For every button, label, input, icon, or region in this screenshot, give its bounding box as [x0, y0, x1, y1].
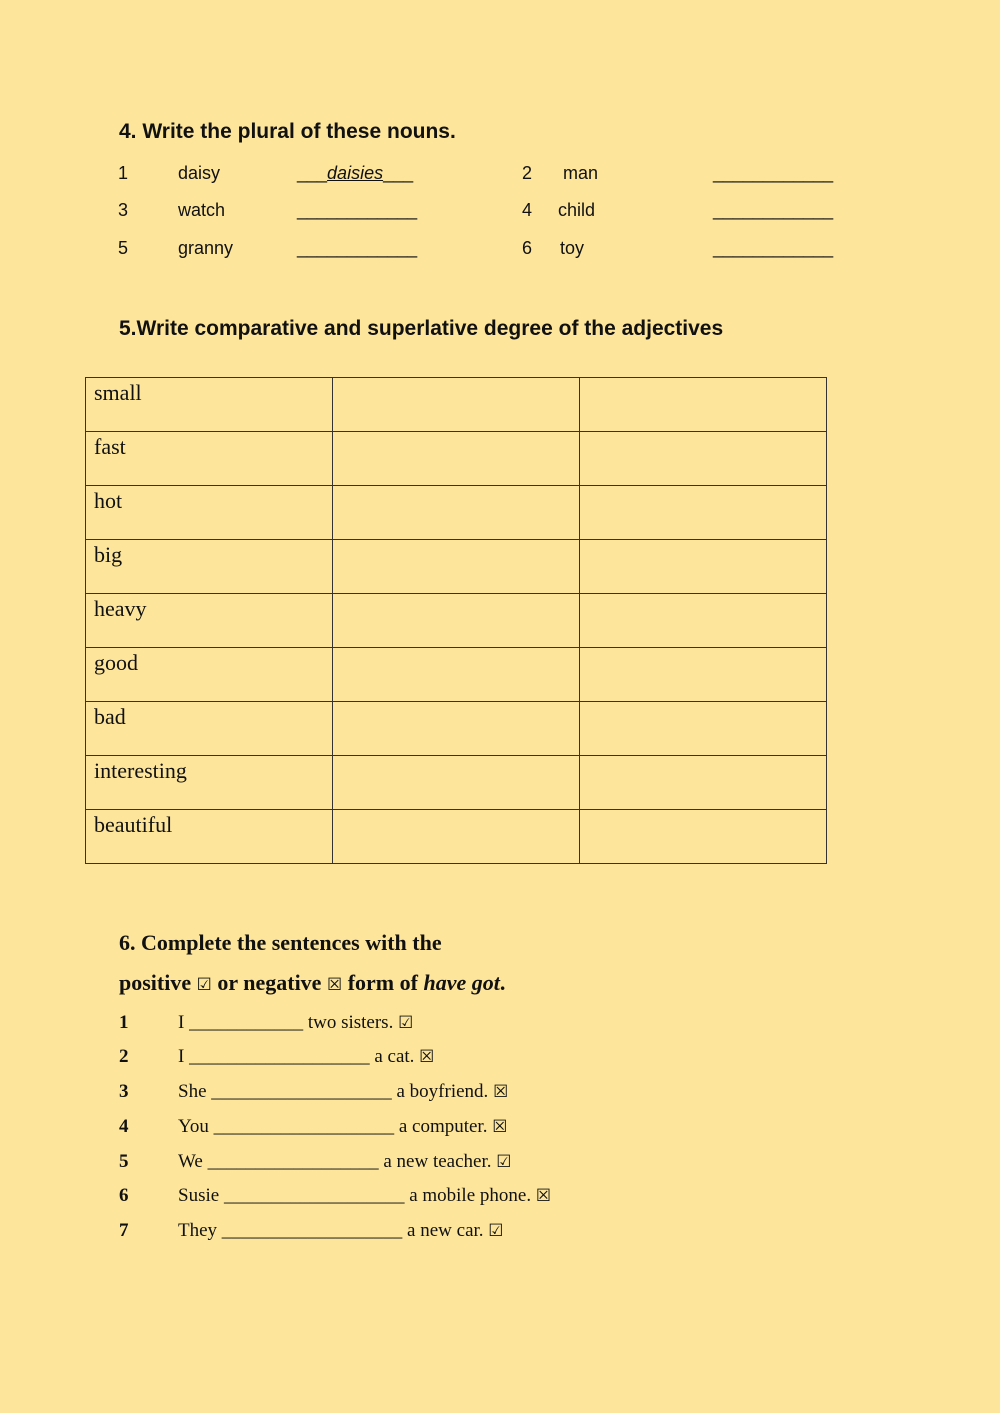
adjective-cell [86, 594, 333, 648]
subject: I [178, 1012, 185, 1033]
answer-blank[interactable]: ___________________ [223, 1185, 405, 1206]
comparative-cell[interactable] [333, 810, 580, 864]
table-row [86, 432, 827, 486]
plural-row-1 [0, 163, 1000, 187]
answer-blank[interactable]: ____________ [713, 200, 834, 220]
adjective-cell [86, 486, 333, 540]
superlative-cell[interactable] [580, 702, 827, 756]
plural-row-2 [0, 200, 1000, 224]
table-row [86, 756, 827, 810]
item-number: 3 [119, 1081, 129, 1102]
answer-blank[interactable]: ____________ [189, 1012, 304, 1033]
section-5-title: 5.Write comparative and superlative degree of the adjectives [119, 317, 724, 340]
sentence [178, 1220, 504, 1242]
adjective-text: good [94, 650, 138, 675]
checked-box-icon: ☑ [196, 975, 212, 995]
sentence-rest: a new car. [407, 1220, 484, 1241]
sentence-row-5 [0, 1151, 1000, 1177]
noun: child [558, 200, 596, 220]
blank-post: ___ [383, 163, 414, 183]
adjective-cell [86, 378, 333, 432]
answer-blank[interactable]: ____________ [297, 238, 418, 258]
comparative-cell[interactable] [333, 432, 580, 486]
answer-blank[interactable]: ____________ [297, 200, 418, 220]
adjective-text: interesting [94, 758, 187, 783]
item-number: 5 [118, 238, 129, 258]
table-row [86, 594, 827, 648]
table-row [86, 486, 827, 540]
sentence-row-4 [0, 1116, 1000, 1142]
adjective-cell [86, 756, 333, 810]
section-6-title-line1: 6. Complete the sentences with the [119, 930, 442, 955]
item-number: 3 [118, 200, 129, 220]
noun: man [563, 163, 599, 183]
comparative-cell[interactable] [333, 378, 580, 432]
example-answer: daisies [327, 163, 384, 183]
adjective-cell [86, 810, 333, 864]
superlative-cell[interactable] [580, 432, 827, 486]
superlative-cell[interactable] [580, 540, 827, 594]
sentence-rest: a computer. [398, 1116, 488, 1137]
sentence-row-1 [0, 1012, 1000, 1038]
adjective-cell [86, 648, 333, 702]
subject: She [178, 1081, 207, 1102]
sentence [178, 1081, 508, 1103]
superlative-cell[interactable] [580, 378, 827, 432]
item-number: 2 [522, 163, 533, 183]
adjective-text: heavy [94, 596, 147, 621]
adjective-text: big [94, 542, 123, 567]
adjective-cell [86, 432, 333, 486]
subject: They [178, 1220, 218, 1241]
sentence-row-2 [0, 1046, 1000, 1072]
noun: toy [560, 238, 585, 258]
checked-box-icon: ☑ [496, 1152, 512, 1172]
noun: granny [178, 238, 234, 258]
item-number: 6 [119, 1185, 129, 1206]
checked-box-icon: ☑ [488, 1221, 504, 1241]
superlative-cell[interactable] [580, 594, 827, 648]
adjective-text: hot [94, 488, 123, 513]
blank-pre: ___ [297, 163, 328, 183]
sentence [178, 1046, 434, 1068]
comparative-cell[interactable] [333, 594, 580, 648]
answer-blank[interactable]: ___________________ [221, 1220, 403, 1241]
adjective-cell [86, 540, 333, 594]
checked-box-icon: ☑ [398, 1013, 414, 1033]
title-text: positive [119, 970, 197, 995]
adjective-text: small [94, 380, 142, 405]
answer-field[interactable] [297, 163, 413, 184]
item-number: 1 [119, 1012, 129, 1033]
comparative-cell[interactable] [333, 540, 580, 594]
noun: watch [178, 200, 226, 220]
item-number: 7 [119, 1220, 129, 1241]
crossed-box-icon: ☒ [419, 1047, 435, 1067]
crossed-box-icon: ☒ [493, 1082, 509, 1102]
section-4-title: 4. Write the plural of these nouns. [119, 120, 456, 143]
item-number: 4 [522, 200, 533, 220]
superlative-cell[interactable] [580, 486, 827, 540]
comparative-cell[interactable] [333, 756, 580, 810]
sentence-rest: a boyfriend. [396, 1081, 489, 1102]
noun: daisy [178, 163, 221, 183]
sentence-row-6 [0, 1185, 1000, 1211]
sentence [178, 1116, 507, 1138]
superlative-cell[interactable] [580, 648, 827, 702]
subject: I [178, 1046, 185, 1067]
sentence-rest: a cat. [374, 1046, 415, 1067]
sentence-row-7 [0, 1220, 1000, 1246]
adjective-cell [86, 702, 333, 756]
table-row [86, 702, 827, 756]
subject: You [178, 1116, 209, 1137]
answer-blank[interactable]: __________________ [207, 1151, 379, 1172]
adjective-text: beautiful [94, 812, 173, 837]
comparative-cell[interactable] [333, 702, 580, 756]
superlative-cell[interactable] [580, 810, 827, 864]
section-6-title-line2 [119, 970, 505, 996]
sentence-rest: a mobile phone. [409, 1185, 532, 1206]
sentence [178, 1151, 512, 1173]
superlative-cell[interactable] [580, 756, 827, 810]
answer-blank[interactable]: ____________ [713, 163, 834, 183]
title-italic: have got [423, 970, 500, 995]
crossed-box-icon: ☒ [535, 1186, 552, 1206]
answer-blank[interactable]: ___________________ [189, 1046, 370, 1067]
item-number: 6 [522, 238, 533, 258]
answer-blank[interactable]: ___________________ [213, 1116, 395, 1137]
item-number: 4 [119, 1116, 129, 1137]
adjectives-table [85, 377, 827, 864]
sentence-row-3 [0, 1081, 1000, 1107]
answer-blank[interactable]: ____________ [713, 238, 834, 258]
adjective-text: fast [94, 434, 126, 459]
plural-row-3 [0, 238, 1000, 262]
table-row [86, 810, 827, 864]
table-row [86, 540, 827, 594]
title-text: form of [342, 970, 424, 995]
answer-blank[interactable]: ___________________ [211, 1081, 392, 1102]
comparative-cell[interactable] [333, 486, 580, 540]
item-number: 5 [119, 1151, 129, 1172]
sentence [178, 1185, 551, 1207]
sentence [178, 1012, 413, 1034]
crossed-box-icon: ☒ [492, 1117, 508, 1137]
item-number: 1 [118, 163, 129, 183]
adjective-text: bad [94, 704, 126, 729]
sentence-rest: a new teacher. [383, 1151, 492, 1172]
sentence-rest: two sisters. [307, 1012, 394, 1033]
subject: We [178, 1151, 203, 1172]
subject: Susie [178, 1185, 220, 1206]
title-text: or negative [211, 970, 327, 995]
item-number: 2 [119, 1046, 129, 1067]
table-row [86, 648, 827, 702]
title-text: . [499, 970, 506, 995]
crossed-box-icon: ☒ [326, 975, 343, 995]
comparative-cell[interactable] [333, 648, 580, 702]
table-row [86, 378, 827, 432]
